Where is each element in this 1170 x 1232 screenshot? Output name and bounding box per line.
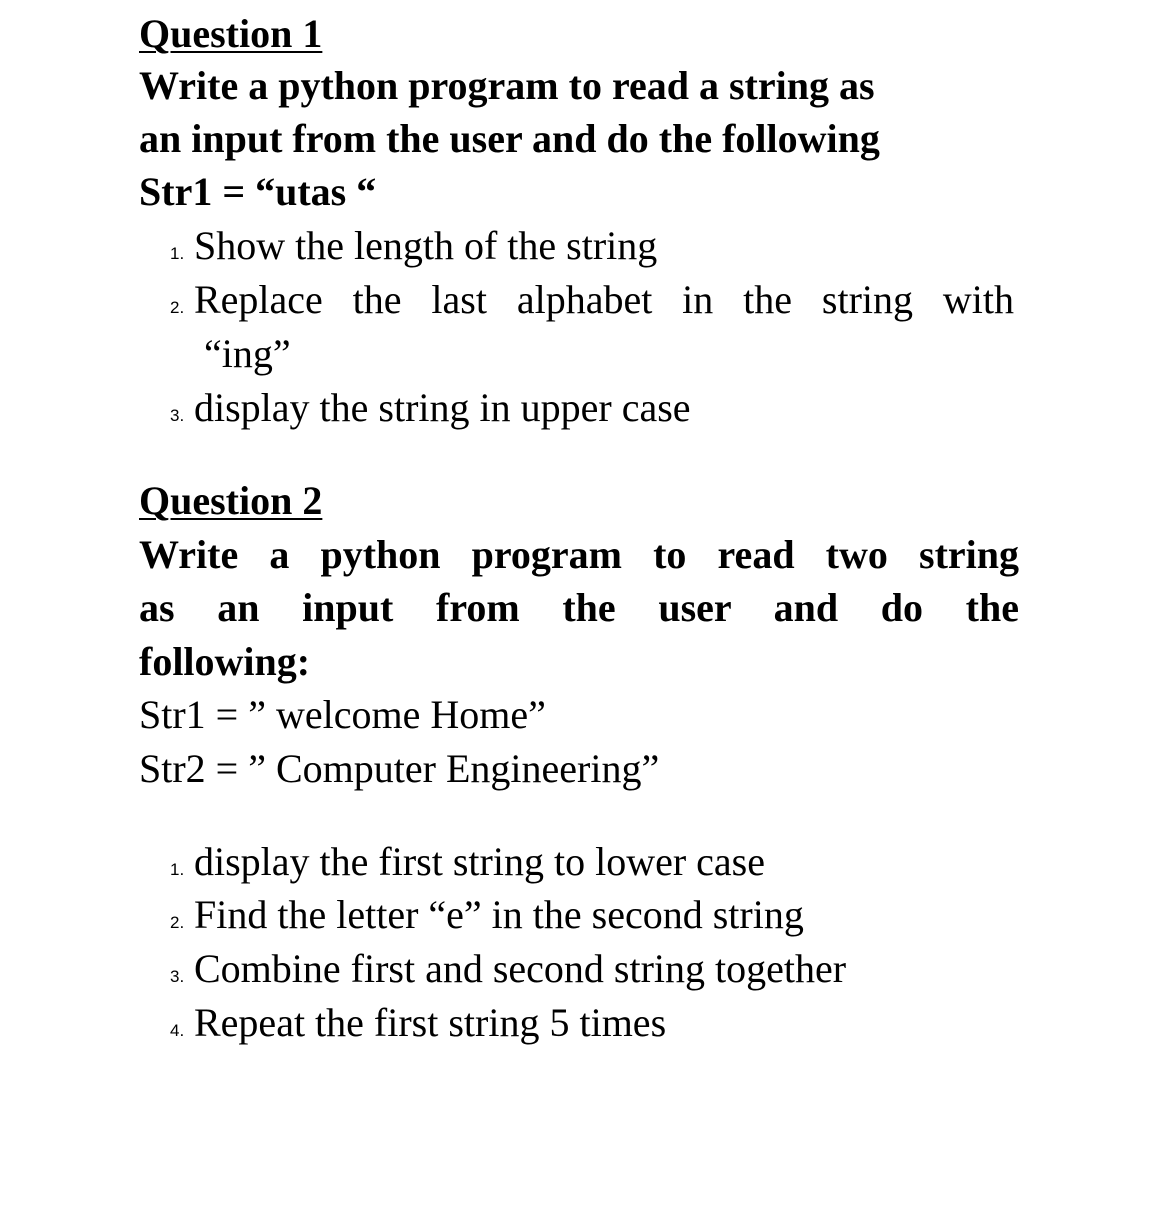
question-1-item-1: [170, 220, 657, 280]
question-1-item-2-continuation: “ing”: [204, 331, 291, 376]
question-1-item-2: [170, 274, 1018, 334]
item-number: 2.: [170, 298, 185, 317]
question-2-string-1: Str1 = ” welcome Home”: [139, 692, 546, 737]
item-number: 1.: [170, 244, 185, 263]
item-text: display the first string to lower case: [194, 839, 765, 884]
item-text: display the string in upper case: [194, 385, 691, 430]
question-2-item-1: [170, 836, 765, 896]
question-1-prompt-line-1: Write a python program to read a string as: [139, 63, 875, 108]
item-number: 2.: [170, 913, 185, 932]
question-2-prompt-line-1: Write a python program to read two string: [139, 532, 1019, 577]
item-text: Find the letter “e” in the second string: [194, 892, 804, 937]
question-2-item-2: [170, 889, 804, 949]
question-2-item-3: [170, 943, 846, 1003]
question-1-prompt-line-3: Str1 = “utas “: [139, 169, 377, 214]
question-1-item-3: [170, 382, 691, 442]
item-number: 1.: [170, 860, 185, 879]
item-number: 3.: [170, 967, 185, 986]
question-2-string-2: Str2 = ” Computer Engineering”: [139, 746, 660, 791]
question-1-prompt-line-2: an input from the user and do the following: [139, 116, 880, 161]
item-text: Repeat the first string 5 times: [194, 1000, 667, 1045]
item-number: 4.: [170, 1021, 185, 1040]
question-2-item-4: [170, 997, 666, 1057]
question-2-prompt-line-3: following:: [139, 639, 311, 684]
item-text: Replace the last alphabet in the string with: [194, 277, 1014, 322]
item-text: Combine first and second string together: [194, 946, 847, 991]
question-2-prompt-line-2: as an input from the user and do the: [139, 585, 1019, 630]
item-text: Show the length of the string: [194, 223, 658, 268]
question-1-heading: Question 1: [139, 11, 323, 56]
question-2-heading: Question 2: [139, 478, 323, 523]
item-number: 3.: [170, 406, 185, 425]
